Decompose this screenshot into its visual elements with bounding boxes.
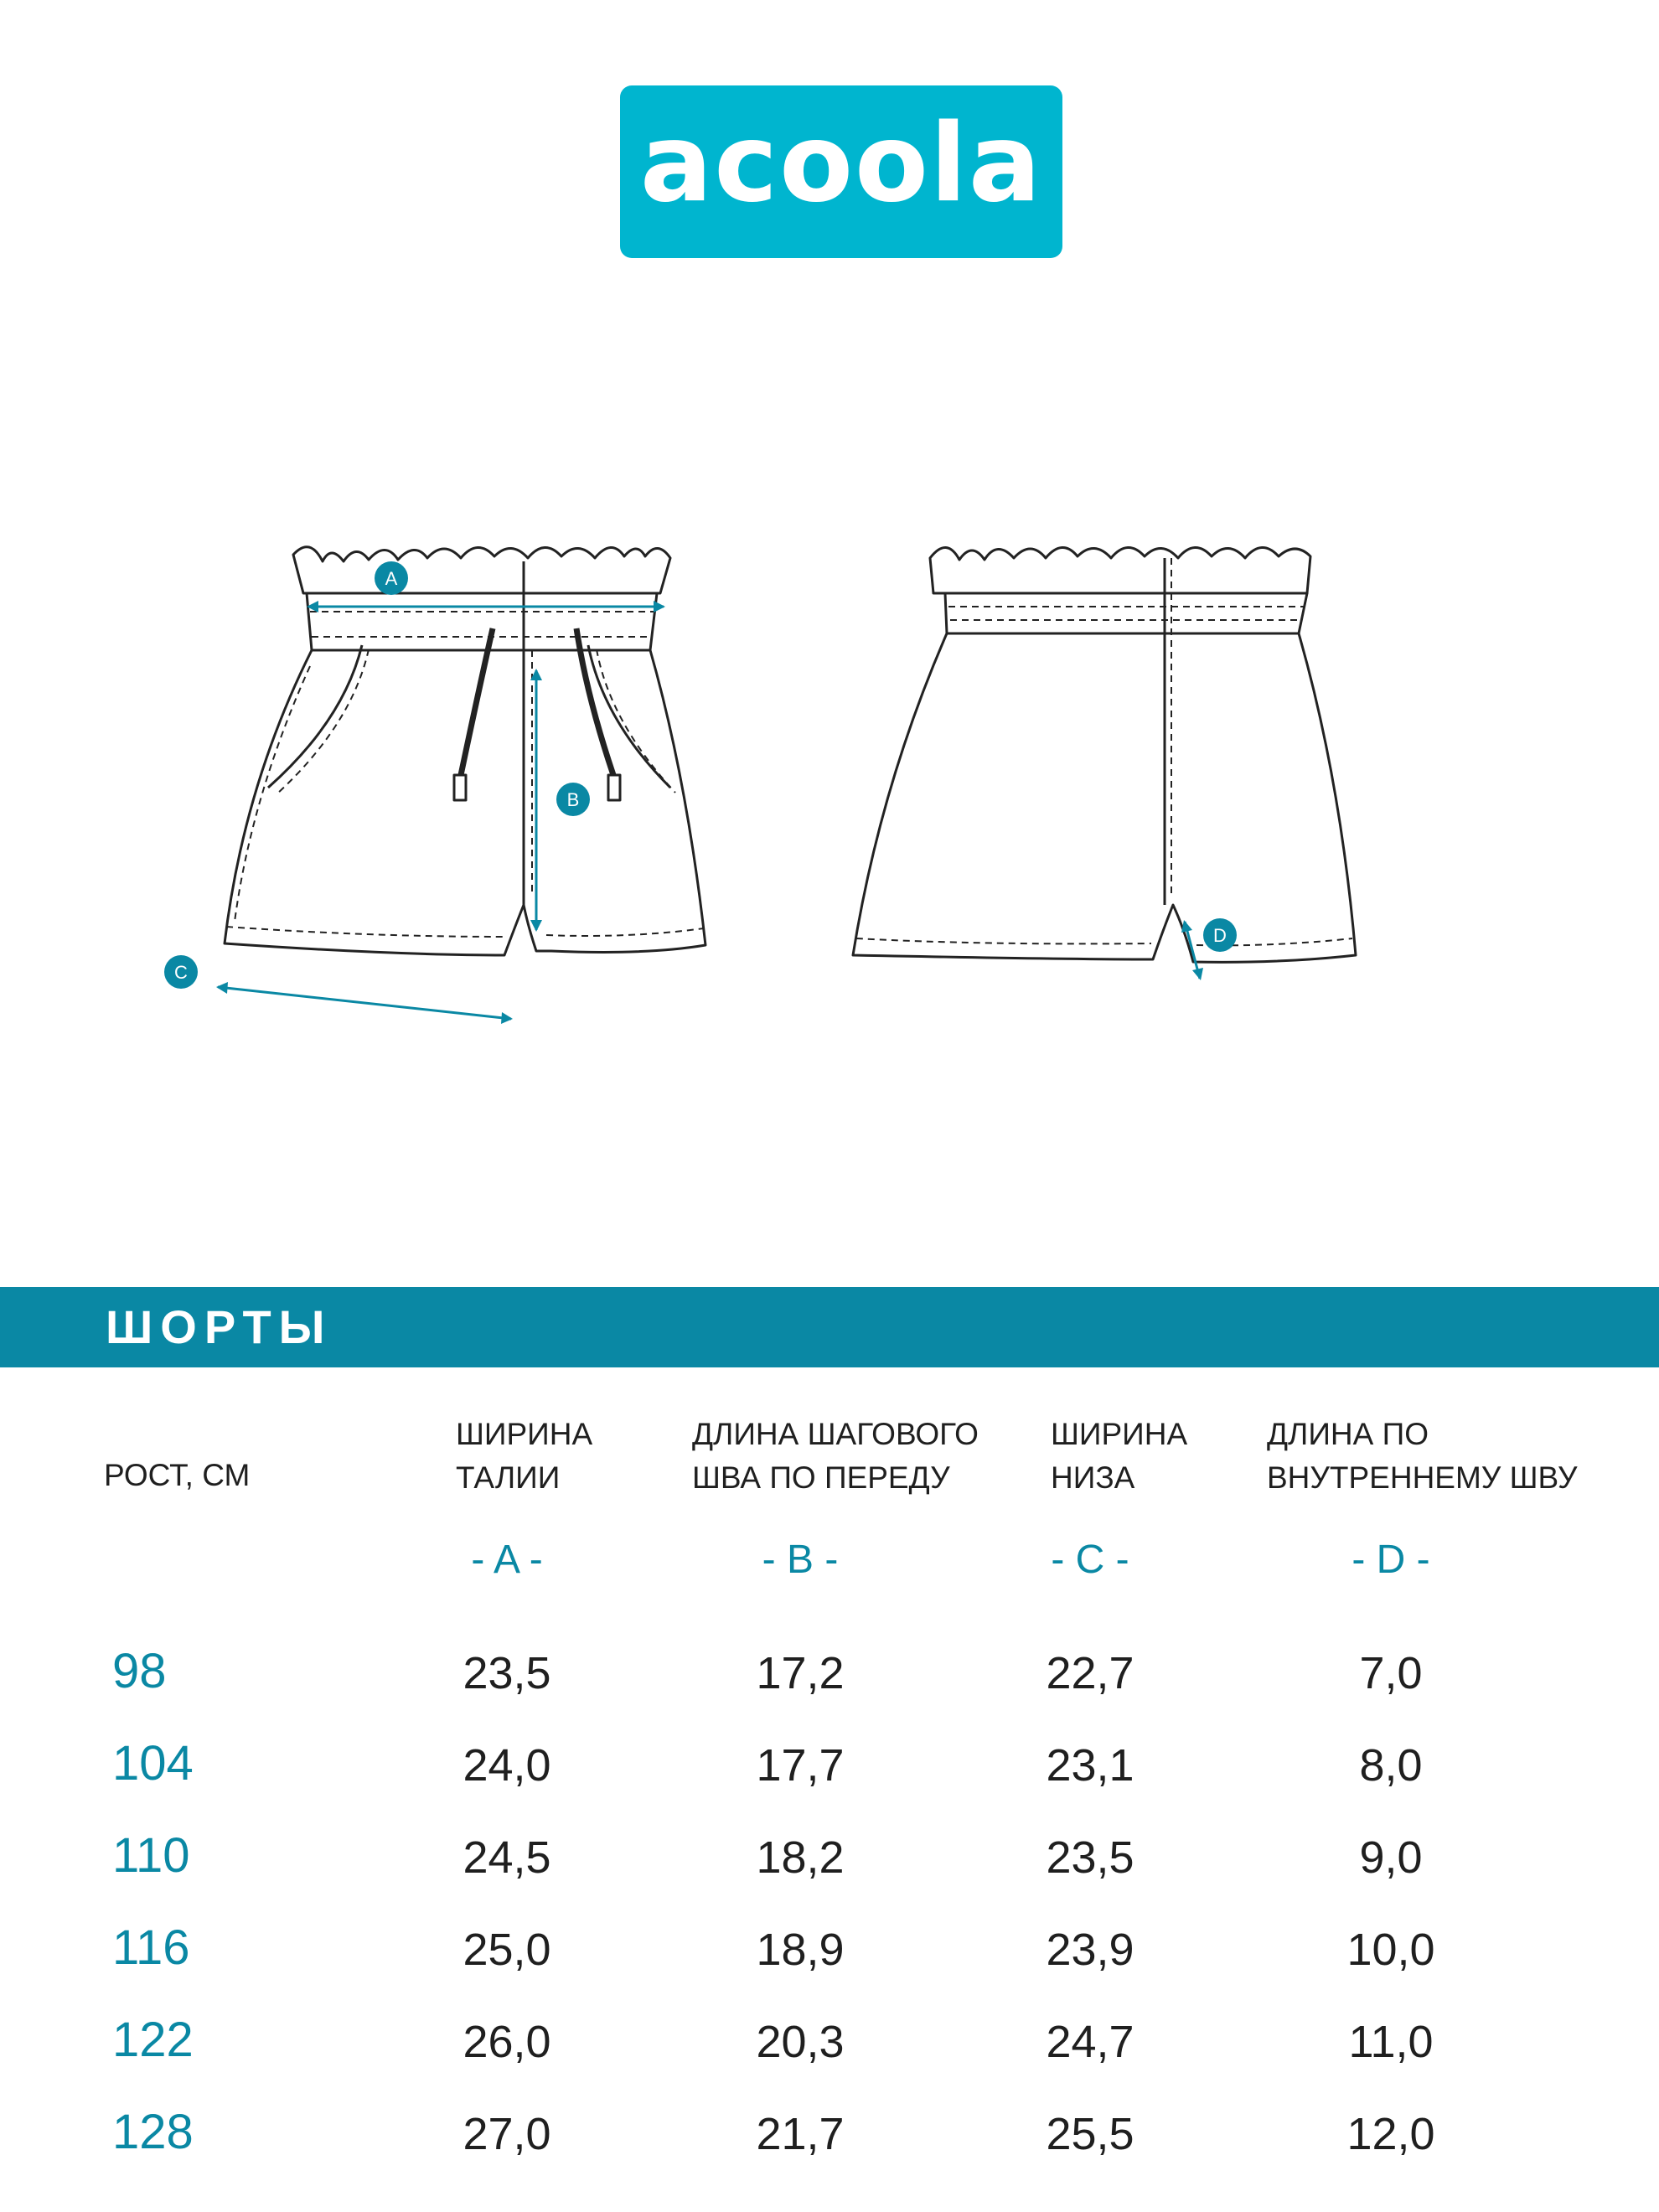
row-size: 122 xyxy=(112,2013,194,2067)
cell-a: 23,5 xyxy=(463,1648,551,1698)
brand-logo xyxy=(620,85,1062,258)
column-letter-b: - B - xyxy=(762,1538,839,1582)
cell-a: 24,5 xyxy=(463,1832,551,1883)
column-letter-c: - C - xyxy=(1051,1538,1129,1582)
row-size: 128 xyxy=(112,2105,194,2159)
column-header-c: ШИРИНА НИЗА xyxy=(1051,1417,1188,1495)
column-header-a: ШИРИНА ТАЛИИ xyxy=(456,1417,593,1495)
table-row xyxy=(0,1920,1659,1982)
cell-d: 7,0 xyxy=(1359,1648,1423,1698)
cell-b: 18,2 xyxy=(756,1832,845,1883)
marker-d-label: D xyxy=(1213,925,1227,946)
cell-a: 24,0 xyxy=(463,1740,551,1791)
table-row xyxy=(0,2013,1659,2075)
back-body xyxy=(853,633,1356,962)
shorts-technical-drawing xyxy=(142,503,1483,1056)
column-letter-a: - A - xyxy=(471,1538,543,1582)
cell-d: 11,0 xyxy=(1348,2017,1434,2067)
cell-c: 24,7 xyxy=(1046,2017,1134,2067)
front-ruffle xyxy=(293,547,670,593)
cell-c: 22,7 xyxy=(1046,1648,1134,1698)
cell-b: 21,7 xyxy=(756,2109,845,2159)
marker-c-label: C xyxy=(174,962,188,983)
cell-d: 9,0 xyxy=(1359,1832,1423,1883)
cell-b: 17,2 xyxy=(756,1648,845,1698)
row-size: 116 xyxy=(112,1920,190,1975)
marker-b-label: B xyxy=(566,789,580,810)
back-waistband xyxy=(945,593,1307,633)
cell-c: 23,5 xyxy=(1046,1832,1134,1883)
table-row xyxy=(0,1736,1659,1798)
column-letter-d: - D - xyxy=(1351,1538,1430,1582)
column-header-b: ДЛИНА ШАГОВОГО ШВА ПО ПЕРЕДУ xyxy=(692,1417,979,1495)
column-header-d: ДЛИНА ПО ВНУТРЕННЕМУ ШВУ xyxy=(1267,1417,1578,1495)
table-row xyxy=(0,1644,1659,1706)
cell-d: 10,0 xyxy=(1346,1925,1435,1975)
cell-d: 12,0 xyxy=(1346,2109,1435,2159)
back-ruffle xyxy=(930,547,1310,593)
table-row xyxy=(0,2105,1659,2167)
table-row xyxy=(0,1828,1659,1890)
cell-a: 26,0 xyxy=(463,2017,551,2067)
measure-markers xyxy=(164,561,1237,989)
marker-a-label: A xyxy=(385,568,398,589)
cell-a: 27,0 xyxy=(463,2109,551,2159)
front-body xyxy=(225,650,705,955)
cell-a: 25,0 xyxy=(463,1925,551,1975)
row-size: 98 xyxy=(112,1644,167,1698)
front-waistband xyxy=(307,593,657,650)
row-size: 104 xyxy=(112,1736,194,1791)
section-title: ШОРТЫ xyxy=(106,1300,333,1353)
cell-b: 20,3 xyxy=(756,2017,845,2067)
height-header: РОСТ, СМ xyxy=(104,1458,251,1492)
brand-logo-text: acoola xyxy=(639,101,1043,226)
row-size: 110 xyxy=(112,1828,190,1883)
section-band xyxy=(0,1287,1659,1367)
cell-b: 17,7 xyxy=(756,1740,845,1791)
cell-c: 23,1 xyxy=(1046,1740,1134,1791)
cell-c: 23,9 xyxy=(1046,1925,1134,1975)
cell-b: 18,9 xyxy=(756,1925,845,1975)
cell-c: 25,5 xyxy=(1046,2109,1134,2159)
cell-d: 8,0 xyxy=(1359,1740,1423,1791)
